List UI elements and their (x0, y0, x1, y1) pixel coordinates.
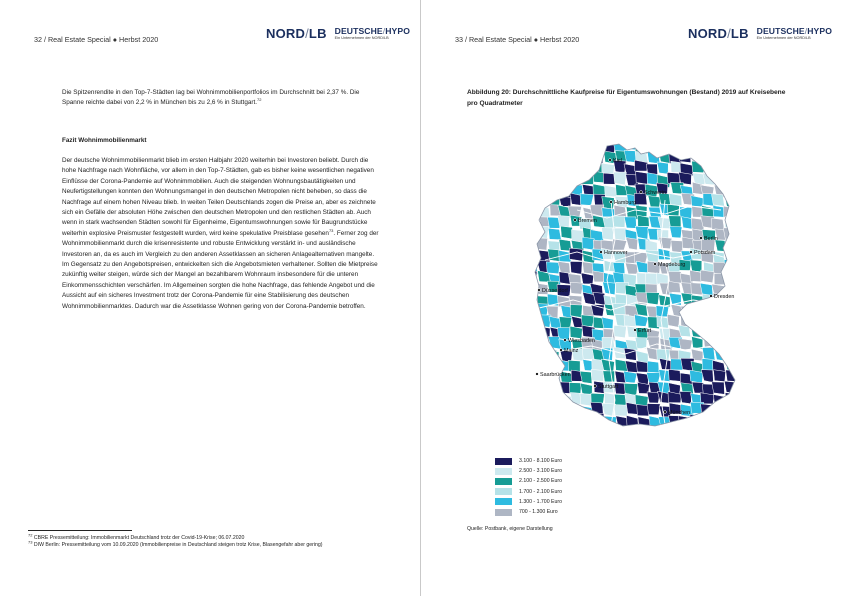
district-cell (603, 371, 615, 382)
city-label: Saarbrücken (540, 372, 571, 378)
district-cell (690, 260, 702, 272)
nordlb-logo: NORD/LB (266, 26, 327, 41)
district-cell (690, 370, 703, 383)
district-cell (635, 337, 647, 348)
logo-group (266, 27, 410, 47)
city-marker (690, 251, 693, 254)
city-marker (609, 159, 612, 162)
city-label: Bremen (578, 218, 597, 224)
city-marker (594, 385, 597, 388)
left-page (0, 0, 421, 596)
district-cell (546, 262, 559, 274)
city-label: Magdeburg (658, 262, 686, 268)
city-label: Potsdam (694, 250, 716, 256)
map-legend (495, 456, 562, 517)
city-marker (710, 295, 713, 298)
legend-swatch-1 (495, 458, 512, 465)
district-cell (701, 270, 714, 283)
district-cell (669, 369, 681, 381)
logo-group (688, 27, 832, 47)
left-page-header (28, 27, 410, 47)
district-cell (668, 281, 680, 292)
district-cell (712, 382, 725, 394)
district-cell (712, 218, 725, 231)
district-cell (614, 325, 627, 337)
footnote-ref-73[interactable]: 73 (328, 227, 334, 233)
district-cell (645, 273, 658, 285)
legend-row: 3.100 - 8.100 Euro (495, 456, 562, 466)
district-cell (711, 194, 724, 206)
left-page-number: 32 / Real Estate Special ● Herbst 2020 (34, 35, 159, 44)
footnote-rule (28, 530, 132, 531)
district-cell (614, 405, 627, 417)
city-label: Schwerin (644, 190, 667, 196)
intro-paragraph: Die Spitzenrendite in den Top-7-Städten lag bei Wohnimmobilienportfolios im Durchschnitt bei 2,37 %. Die Spanne reichte dabei von 2,2 % in München bis zu 2,6 % in Stuttgart.$^{72}$ (62, 89, 360, 107)
city-marker (560, 349, 563, 352)
city-label: Berlin (704, 236, 718, 242)
district-cell (561, 226, 573, 239)
district-cell (548, 228, 561, 239)
city-label: Mainz (564, 348, 579, 354)
right-page (421, 0, 842, 596)
right-page-header (449, 27, 832, 47)
city-label: Stuttgart (598, 384, 619, 390)
footnote-72: $^{72}$ CBRE Pressemitteilung: Immobilienmarkt Deutschland trotz der Covid-19-Krise; 06.07.2020 (28, 532, 245, 541)
district-cell (624, 371, 637, 383)
district-cell (679, 339, 693, 350)
city-marker (564, 339, 567, 342)
city-label: Dresden (714, 294, 735, 300)
district-cell (569, 248, 583, 261)
district-cell (593, 271, 606, 282)
footnote-ref-72[interactable]: 72 (257, 97, 262, 103)
figure-source: Quelle: Postbank, eigene Darstellung (467, 526, 553, 532)
district-cell (581, 315, 595, 327)
footnote-73: $^{73}$ DIW Berlin: Pressemitteilung vom 10.09.2020 (Immobilienpreise in Deutschland steigen trotz Krise, Blasengefahr aber gering) (28, 539, 323, 549)
legend-swatch-6 (495, 509, 512, 516)
city-marker (634, 329, 637, 332)
city-marker (664, 411, 667, 414)
nordlb-logo: NORD/LB (688, 26, 749, 41)
district-cell (669, 193, 682, 205)
district-cell (667, 314, 679, 327)
district-cell (638, 215, 650, 226)
district-cell (713, 370, 725, 382)
deutsche-hypo-logo: DEUTSCHE/HYPO Ein Unternehmen der NORD/LB (756, 26, 832, 40)
district-cell (602, 337, 615, 349)
legend-swatch-5 (495, 498, 512, 505)
city-marker (640, 191, 643, 194)
district-cell (613, 216, 625, 228)
city-label: Hannover (604, 250, 628, 256)
district-cell (580, 194, 594, 206)
district-cell (636, 171, 649, 184)
city-label: Düsseldorf (542, 288, 568, 294)
city-marker (574, 219, 577, 222)
district-cell (570, 282, 583, 294)
city-marker (610, 201, 613, 204)
district-cell (702, 347, 715, 360)
legend-row: 700 - 1.300 Euro (495, 507, 562, 517)
map-svg (515, 140, 760, 440)
germany-price-map (515, 140, 760, 440)
city-marker (536, 373, 539, 376)
district-cell (614, 172, 627, 185)
city-label: Hamburg (614, 200, 637, 206)
legend-swatch-2 (495, 468, 512, 475)
district-cell (624, 217, 636, 228)
district-cell (646, 292, 659, 305)
city-label: Erfurt (638, 328, 652, 334)
district-cell (669, 216, 681, 228)
city-marker (600, 251, 603, 254)
city-marker (700, 237, 703, 240)
district-cell (682, 237, 694, 249)
district-cell (570, 326, 582, 338)
district-cell (602, 228, 614, 240)
city-marker (538, 289, 541, 292)
district-cell (668, 272, 681, 283)
city-label: Wiesbaden (568, 338, 595, 344)
district-cell (647, 361, 659, 373)
legend-row: 2.100 - 2.500 Euro (495, 476, 562, 486)
district-cell (647, 404, 660, 415)
right-page-number: 33 / Real Estate Special ● Herbst 2020 (455, 35, 580, 44)
district-cell (570, 261, 582, 274)
district-cell (626, 402, 638, 414)
city-label: München (668, 410, 691, 416)
deutsche-hypo-logo: DEUTSCHE/HYPO Ein Unternehmen der NORD/LB (334, 26, 410, 40)
main-paragraph: Der deutsche Wohnimmobilienmarkt blieb im ersten Halbjahr 2020 weiterhin bei Investoren beliebt. Durch die hohe Nachfrage nach Wohnfläche, vor allem in den Top-7-Städten, gab es bisher keine wesentlichen negativen Einflüsse der Corona-Pandemie auf Wohnimmobilien. Auch die steigenden Wohnungsbautätigkeiten und Neufertigstellungen konnten den Wohnungsmangel in den deutschen Metropolen nicht beheben, so dass die Nachfrage auf einem hohen Niveau blieb. In weiten Teilen Deutschlands zogen die Preise an, aber es zeichnete sich ein Gefälle der absoluten Höhe zwischen den deutschen Metropolen und den restlichen Städten ab. Auch wenn in stark wachsenden Städten sowohl für Eigenheime, Eigentumswohnungen sowie für Baugrundstücke weiterhin explosive Preismuster festgestellt wurden, wird keine spekulative Preisblase gesehen$^{73}$. Ferner zog der Wohnimmobilienmarkt durch die krisenresistente und robuste Entwicklung verstärkt in- und ausländische Investoren an, da es auch im Vergleich zu den anderen Assetklassen an sicheren Anlagealternativen mangelte. Im Gegensatz zu den Angebotspreisen, entwickelten sich die Angebotsmieten verhaltener. Sollten die Mietpreise zukünftig weiter steigen, würde sich der Mangel an bezahlbarem Wohnraum insbesondere für die unteren Einkommensschichten verschärfen. Im Allgemeinen sorgten die hohe Nachfrage, das fehlende Angebot und die Aussicht auf ein sicheres Investment trotz der Corona-Pandemie für eine Stabilisierung des deutschen Wohnimmobilienmarktes. Dadurch war die Assetklasse Wohnen gering von der Corona-Pandemie betroffen. (62, 157, 379, 310)
section-heading: Fazit Wohnimmobilienmarkt (62, 137, 147, 144)
legend-swatch-3 (495, 478, 512, 485)
district-cell (591, 369, 604, 381)
legend-row: 2.500 - 3.100 Euro (495, 466, 562, 476)
legend-swatch-4 (495, 488, 512, 495)
district-cell (648, 196, 660, 207)
district-cell (582, 237, 594, 250)
legend-row: 1.300 - 1.700 Euro (495, 497, 562, 507)
city-marker (654, 263, 657, 266)
footnotes (28, 530, 388, 550)
legend-row: 1.700 - 2.100 Euro (495, 487, 562, 497)
city-label: Kiel (613, 158, 622, 164)
figure-title: Abbildung 20: Durchschnittliche Kaufpreise für Eigentumswohnungen (Bestand) 2019 auf Kreisebene pro Quadratmeter (467, 89, 786, 107)
district-cell (570, 305, 582, 318)
district-cell (624, 348, 636, 360)
